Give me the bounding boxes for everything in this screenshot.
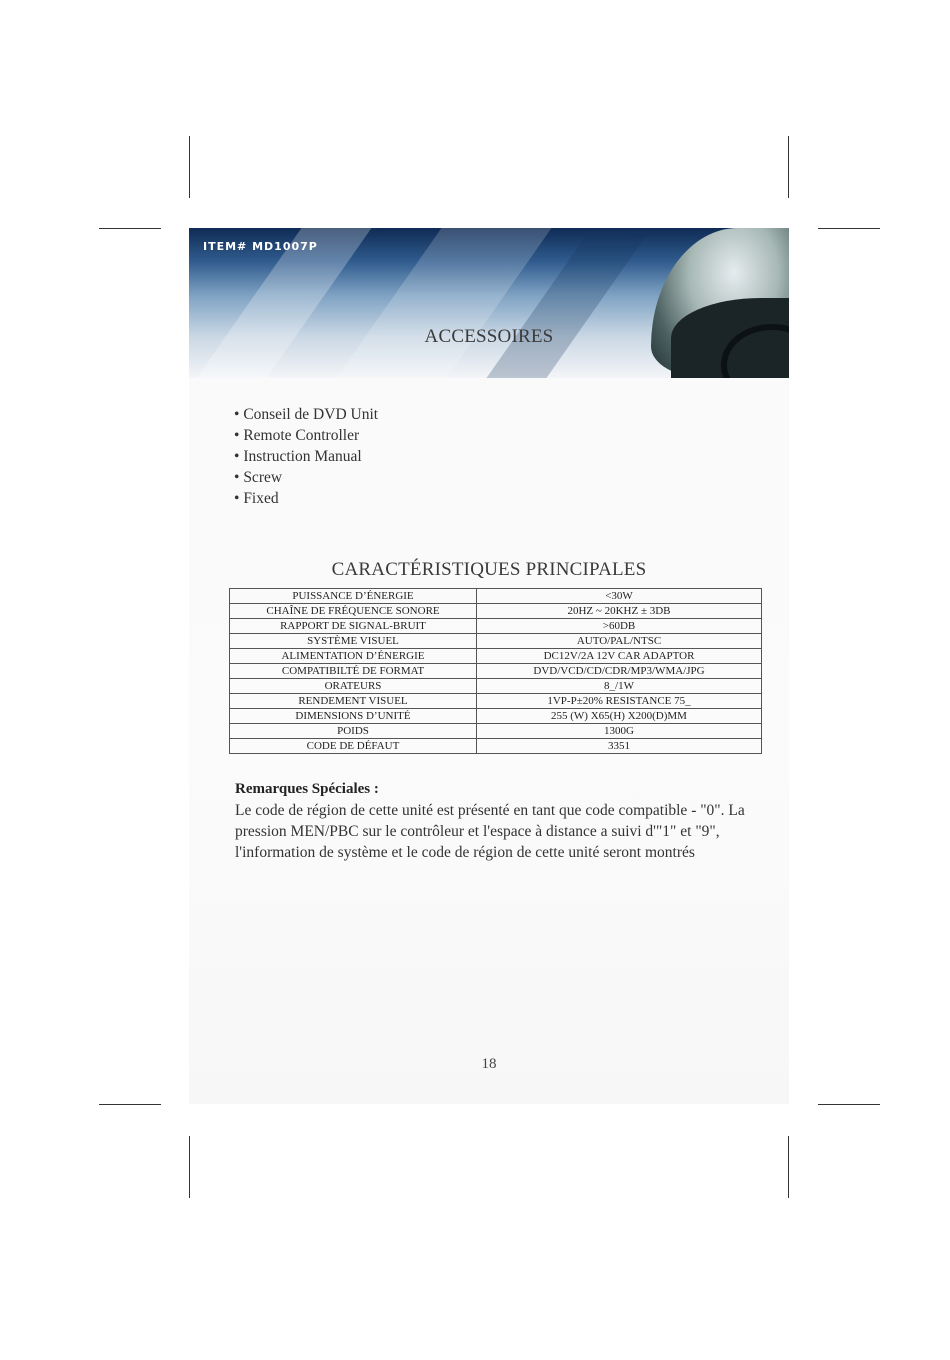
crop-mark [189, 136, 190, 198]
spec-value: 255 (W) X65(H) X200(D)MM [477, 709, 762, 724]
table-row [230, 694, 762, 709]
spec-value: DVD/VCD/CD/CDR/MP3/WMA/JPG [477, 664, 762, 679]
table-row [230, 589, 762, 604]
spec-value: <30W [477, 589, 762, 604]
accessories-title: ACCESSOIRES [424, 326, 554, 347]
spec-value: AUTO/PAL/NTSC [477, 634, 762, 649]
page-number: 18 [481, 1056, 497, 1072]
list-item: • Fixed [234, 488, 378, 509]
specs-table [229, 588, 762, 754]
table-row [230, 604, 762, 619]
spec-label: COMPATIBILTÉ DE FORMAT [230, 664, 477, 679]
spec-label: CHAÎNE DE FRÉQUENCE SONORE [230, 604, 477, 619]
spec-label: RENDEMENT VISUEL [230, 694, 477, 709]
spec-value: 1VP-P±20% RESISTANCE 75_ [477, 694, 762, 709]
accessories-list [234, 404, 378, 509]
list-item: • Instruction Manual [234, 446, 378, 467]
crop-mark [99, 1104, 161, 1105]
spec-value: 3351 [477, 739, 762, 754]
crop-mark [818, 228, 880, 229]
table-row [230, 634, 762, 649]
spec-value: 1300G [477, 724, 762, 739]
table-row [230, 679, 762, 694]
spec-label: RAPPORT DE SIGNAL-BRUIT [230, 619, 477, 634]
table-row [230, 739, 762, 754]
crop-mark [788, 1136, 789, 1198]
list-item: • Screw [234, 467, 378, 488]
table-row [230, 619, 762, 634]
spec-value: 20HZ ~ 20KHZ ± 3DB [477, 604, 762, 619]
crop-mark [818, 1104, 880, 1105]
manual-page [189, 228, 789, 1104]
spec-label: POIDS [230, 724, 477, 739]
table-row [230, 724, 762, 739]
crop-mark [788, 136, 789, 198]
spec-label: CODE DE DÉFAUT [230, 739, 477, 754]
spec-label: ALIMENTATION D’ÉNERGIE [230, 649, 477, 664]
list-item: • Conseil de DVD Unit [234, 404, 378, 425]
spec-label: SYSTÈME VISUEL [230, 634, 477, 649]
remarks-body: Le code de région de cette unité est présenté en tant que code compatible - "0". La pression MEN/PBC sur le contrôleur et l'espace à distance a suivi d'"1" et "9", l'information de système et le code de région de cette unité seront montrés [235, 802, 745, 861]
spec-value: 8_/1W [477, 679, 762, 694]
spec-label: ORATEURS [230, 679, 477, 694]
table-row [230, 649, 762, 664]
spec-label: DIMENSIONS D’UNITÉ [230, 709, 477, 724]
header-banner [189, 228, 789, 378]
list-item: • Remote Controller [234, 425, 378, 446]
spec-value: >60DB [477, 619, 762, 634]
remarks-title: Remarques Spéciales : [235, 781, 379, 797]
table-row [230, 664, 762, 679]
table-row [230, 709, 762, 724]
crop-mark [99, 228, 161, 229]
item-number: ITEM# MD1007P [203, 240, 318, 253]
spec-value: DC12V/2A 12V CAR ADAPTOR [477, 649, 762, 664]
specs-title: CARACTÉRISTIQUES PRINCIPALES [331, 559, 647, 580]
crop-mark [189, 1136, 190, 1198]
spec-label: PUISSANCE D’ÉNERGIE [230, 589, 477, 604]
car-interior-image [651, 228, 789, 378]
